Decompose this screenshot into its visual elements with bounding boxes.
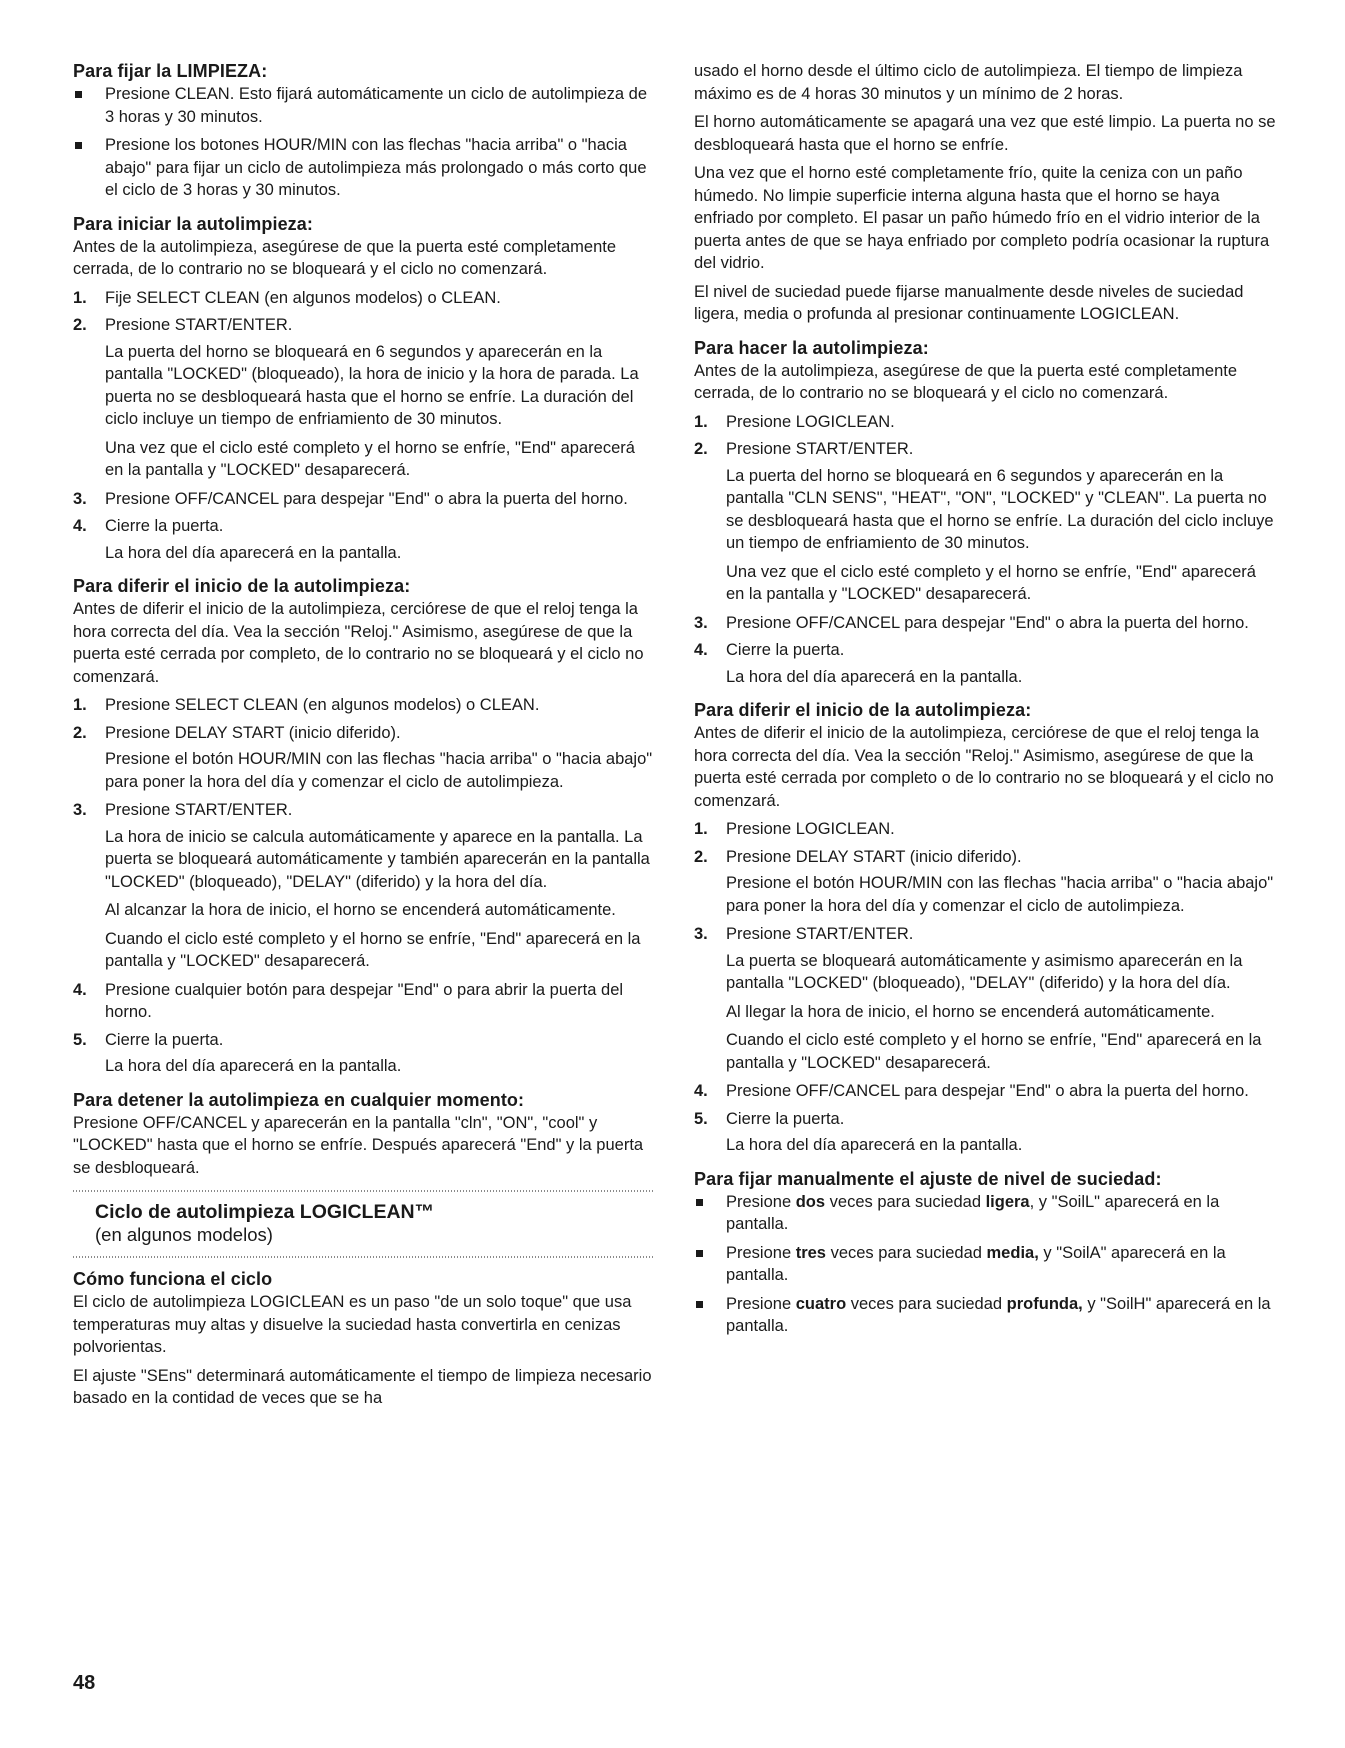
step-number: 3.: [694, 613, 708, 632]
step-item: [73, 488, 655, 511]
step-item: [73, 799, 655, 973]
left-column: [73, 60, 655, 1421]
step-number: 2.: [694, 440, 708, 458]
step-item: [694, 1108, 1276, 1157]
step-text: Presione START/ENTER.: [105, 316, 293, 334]
step-text: Cierre la puerta.: [105, 517, 224, 535]
step-note: La hora del día aparecerá en la pantalla.: [726, 667, 1023, 686]
bullet-emphasis: media,: [986, 1243, 1039, 1262]
logiclean-banner: [73, 1190, 655, 1258]
bullet-text: Presione: [726, 1243, 796, 1262]
bullet-text: Presione: [726, 1294, 796, 1313]
step-note: Presione el botón HOUR/MIN con las flechas "hacia arriba" o "hacia abajo" para poner la hora del día y comenzar el ciclo de autolimpieza.: [726, 874, 1274, 915]
step-note: Cuando el ciclo esté completo y el horno se enfríe, "End" aparecerá en la pantalla y "LOCKED" desaparecerá.: [726, 1031, 1262, 1072]
bullet-list: [694, 1191, 1276, 1338]
step-number: 2.: [694, 847, 708, 866]
step-item: [694, 411, 1276, 434]
body-text: Presione OFF/CANCEL y aparecerán en la pantalla "cln", "ON", "cool" y "LOCKED" hasta que el horno se enfríe. Después aparecerá "End" y la puerta se desbloqueará.: [73, 1113, 644, 1177]
step-text: Presione DELAY START (inicio diferido).: [105, 723, 401, 742]
body-text: Una vez que el horno esté completamente frío, quite la ceniza con un paño húmedo. No limpie superficie interna alguna hasta que el horno se haya enfriado por completo. El pasar un paño húmedo frío en el vidrio interior de la puerta antes de que se haya enfriado por completo podría ocasionar la ruptura del vidrio.: [694, 164, 1270, 272]
section-nivel-suciedad: [694, 1168, 1276, 1338]
step-text: Presione OFF/CANCEL para despejar "End" o abra la puerta del horno.: [726, 1082, 1249, 1100]
step-text: Presione OFF/CANCEL para despejar "End" o abra la puerta del horno.: [726, 613, 1249, 632]
page-number: 48: [73, 1672, 96, 1694]
step-number: 4.: [73, 980, 87, 999]
bullet-text: veces para suciedad: [846, 1294, 1007, 1313]
intro-text: Antes de la autolimpieza, asegúrese de que la puerta esté completamente cerrada, de lo contrario no se bloqueará y el ciclo no comenzará.: [694, 361, 1238, 402]
section-heading: Para fijar manualmente el ajuste de nivel de suciedad:: [694, 1168, 1162, 1189]
body-text: usado el horno desde el último ciclo de autolimpieza. El tiempo de limpieza máximo es de 4 horas 30 minutos y un mínimo de 2 horas.: [694, 62, 1243, 103]
step-number: 1.: [73, 288, 87, 307]
section-heading: Para diferir el inicio de la autolimpieza:: [73, 576, 411, 596]
section-heading: Para fijar la LIMPIEZA:: [73, 61, 268, 81]
section-heading: Para hacer la autolimpieza:: [694, 337, 929, 358]
section-hacer-autolimpieza: [694, 337, 1276, 689]
bullet-emphasis: ligera: [985, 1192, 1030, 1211]
section-como-funciona: [73, 1268, 655, 1410]
step-number: 1.: [73, 696, 87, 714]
bullet-item: Presione los botones HOUR/MIN con las flechas "hacia arriba" o "hacia abajo" para fijar un ciclo de autolimpieza más prolongado o más corto que el ciclo de 3 horas y 30 minutos.: [73, 134, 655, 202]
step-number: 5.: [694, 1109, 708, 1128]
bullet-emphasis: tres: [795, 1243, 826, 1262]
step-note: La puerta del horno se bloqueará en 6 segundos y aparecerán en la pantalla "LOCKED" (bloqueado), la hora de inicio y la hora de parada. La puerta no se desbloqueará hasta que el horno se enfríe. La duración del ciclo incluye un tiempo de enfriamiento de 30 minutos.: [105, 342, 639, 428]
step-item: [73, 515, 655, 564]
step-text: Presione LOGICLEAN.: [726, 412, 895, 431]
step-text: Cierre la puerta.: [726, 1109, 845, 1128]
step-note: Al alcanzar la hora de inicio, el horno se encenderá automáticamente.: [105, 901, 616, 919]
step-number: 4.: [694, 1082, 708, 1100]
step-note: Al llegar la hora de inicio, el horno se encenderá automáticamente.: [726, 1002, 1215, 1021]
step-number: 3.: [73, 489, 87, 508]
steps-list: [694, 818, 1276, 1157]
steps-list: [73, 287, 655, 565]
bullet-text: y "SoilA" aparecerá en la pantalla.: [726, 1243, 1226, 1284]
bullet-text: veces para suciedad: [825, 1192, 986, 1211]
bullet-text: Presione: [726, 1192, 796, 1211]
step-item: [694, 846, 1276, 918]
step-item: [694, 923, 1276, 1074]
banner-subtitle: (en algunos modelos): [95, 1224, 273, 1245]
step-note: Presione el botón HOUR/MIN con las flechas "hacia arriba" o "hacia abajo" para poner la hora del día y comenzar el ciclo de autolimpieza.: [105, 750, 653, 791]
section-diferir-inicio-logiclean: [694, 699, 1276, 1157]
step-item: [73, 979, 655, 1024]
intro-text: Antes de la autolimpieza, asegúrese de que la puerta esté completamente cerrada, de lo contrario no se bloqueará y el ciclo no comenzará.: [73, 237, 617, 278]
step-text: Presione OFF/CANCEL para despejar "End" o abra la puerta del horno.: [105, 489, 628, 508]
step-note: La puerta del horno se bloqueará en 6 segundos y aparecerán en la pantalla "CLN SENS", "HEAT", "ON", "LOCKED" y "CLEAN". La puerta no se desbloqueará hasta que el horno se enfríe. La duración del ciclo incluye un tiempo de enfriamiento de 30 minutos.: [726, 466, 1274, 552]
step-number: 2.: [73, 723, 87, 742]
intro-text: Antes de diferir el inicio de la autolimpieza, cerciórese de que el reloj tenga la hora correcta del día. Vea la sección "Reloj." Asimismo, asegúrese de que la puerta esté cerrada por completo, de lo contrario no se bloqueará y el ciclo no comenzará.: [73, 600, 644, 686]
step-note: La hora del día aparecerá en la pantalla.: [726, 1136, 1023, 1154]
section-heading: Para iniciar la autolimpieza:: [73, 213, 313, 234]
step-item: [694, 612, 1276, 635]
step-number: 3.: [694, 925, 708, 943]
step-number: 3.: [73, 801, 87, 819]
step-item: [73, 1029, 655, 1078]
body-text: El nivel de suciedad puede fijarse manualmente desde niveles de suciedad ligera, media o profunda al presionar continuamente LOGICLEAN.: [694, 282, 1244, 323]
bullet-item: [694, 1293, 1276, 1338]
step-note: La hora del día aparecerá en la pantalla.: [105, 543, 402, 562]
step-number: 4.: [694, 641, 708, 659]
bullet-list: [73, 83, 655, 202]
step-text: Presione cualquier botón para despejar "End" o para abrir la puerta del horno.: [105, 980, 624, 1021]
bullet-emphasis: cuatro: [795, 1294, 847, 1313]
section-diferir-inicio: [73, 575, 655, 1078]
bullet-text: veces para suciedad: [826, 1243, 987, 1262]
step-number: 2.: [73, 316, 87, 334]
step-text: Cierre la puerta.: [726, 641, 845, 659]
steps-list: [694, 411, 1276, 689]
body-text: El ciclo de autolimpieza LOGICLEAN es un paso "de un solo toque" que usa temperaturas muy altas y disuelve la suciedad hasta convertirla en cenizas polvorientas.: [73, 1293, 632, 1356]
section-iniciar-autolimpieza: [73, 213, 655, 565]
section-heading: Para detener la autolimpieza en cualquier momento:: [73, 1089, 525, 1110]
step-item: [73, 694, 655, 717]
body-text: El ajuste "SEns" determinará automáticamente el tiempo de limpieza necesario basado en la contidad de veces que se ha: [73, 1366, 652, 1407]
section-continued: [694, 60, 1276, 326]
bullet-item: Presione CLEAN. Esto fijará automáticamente un ciclo de autolimpieza de 3 horas y 30 minutos.: [73, 83, 655, 128]
step-item: [694, 438, 1276, 606]
step-item: [73, 314, 655, 482]
step-text: Presione START/ENTER.: [726, 440, 914, 458]
step-note: Una vez que el ciclo esté completo y el horno se enfríe, "End" aparecerá en la pantalla y "LOCKED" desaparecerá.: [726, 562, 1256, 603]
step-note: Cuando el ciclo esté completo y el horno se enfríe, "End" aparecerá en la pantalla y "LOCKED" desaparecerá.: [105, 929, 641, 970]
step-text: Presione SELECT CLEAN (en algunos modelos) o CLEAN.: [105, 696, 540, 714]
section-fijar-limpieza: [73, 60, 655, 202]
section-detener-autolimpieza: [73, 1089, 655, 1180]
step-text: Presione START/ENTER.: [105, 801, 293, 819]
step-note: Una vez que el ciclo esté completo y el horno se enfríe, "End" aparecerá en la pantalla y "LOCKED" desaparecerá.: [105, 438, 635, 479]
step-note: La puerta se bloqueará automáticamente y asimismo aparecerán en la pantalla "LOCKED" (bloqueado), "DELAY" (diferido) y la hora del día.: [726, 951, 1243, 992]
body-text: El horno automáticamente se apagará una vez que esté limpio. La puerta no se desbloqueará hasta que el horno se enfríe.: [694, 113, 1276, 154]
step-text: Fije SELECT CLEAN (en algunos modelos) o CLEAN.: [105, 288, 501, 307]
bullet-emphasis: dos: [795, 1192, 826, 1211]
step-number: 1.: [694, 820, 708, 838]
bullet-item: [694, 1242, 1276, 1287]
right-column: [694, 60, 1276, 1349]
step-item: [694, 818, 1276, 841]
steps-list: [73, 694, 655, 1078]
step-item: [73, 287, 655, 310]
banner-title: Ciclo de autolimpieza LOGICLEAN™: [95, 1201, 435, 1223]
section-heading: Para diferir el inicio de la autolimpieza:: [694, 700, 1032, 720]
section-heading: Cómo funciona el ciclo: [73, 1269, 273, 1289]
step-text: Presione LOGICLEAN.: [726, 820, 895, 838]
step-note: La hora del día aparecerá en la pantalla.: [105, 1057, 402, 1075]
bullet-emphasis: profunda,: [1006, 1294, 1083, 1313]
step-item: [694, 1080, 1276, 1103]
step-text: Presione START/ENTER.: [726, 925, 914, 943]
bullet-item: [694, 1191, 1276, 1236]
step-text: Cierre la puerta.: [105, 1030, 224, 1049]
intro-text: Antes de diferir el inicio de la autolimpieza, cerciórese de que el reloj tenga la hora correcta del día. Vea la sección "Reloj." Asimismo, asegúrese de que la puerta esté cerrada por completo o de lo contrario no se bloqueará y el ciclo no comenzará.: [694, 724, 1274, 810]
step-item: [694, 639, 1276, 688]
step-note: La hora de inicio se calcula automáticamente y aparece en la pantalla. La puerta se bloqueará automáticamente y también aparecerán en la pantalla "LOCKED" (bloqueado), "DELAY" (diferido) y la hora del día.: [105, 827, 650, 891]
bullet-text: y "SoilH" aparecerá en la pantalla.: [726, 1294, 1271, 1335]
step-item: [73, 722, 655, 794]
step-number: 5.: [73, 1030, 87, 1049]
step-number: 4.: [73, 517, 87, 535]
bullet-text: , y "SoilL" aparecerá en la pantalla.: [726, 1192, 1220, 1233]
step-number: 1.: [694, 412, 708, 431]
step-text: Presione DELAY START (inicio diferido).: [726, 847, 1022, 866]
